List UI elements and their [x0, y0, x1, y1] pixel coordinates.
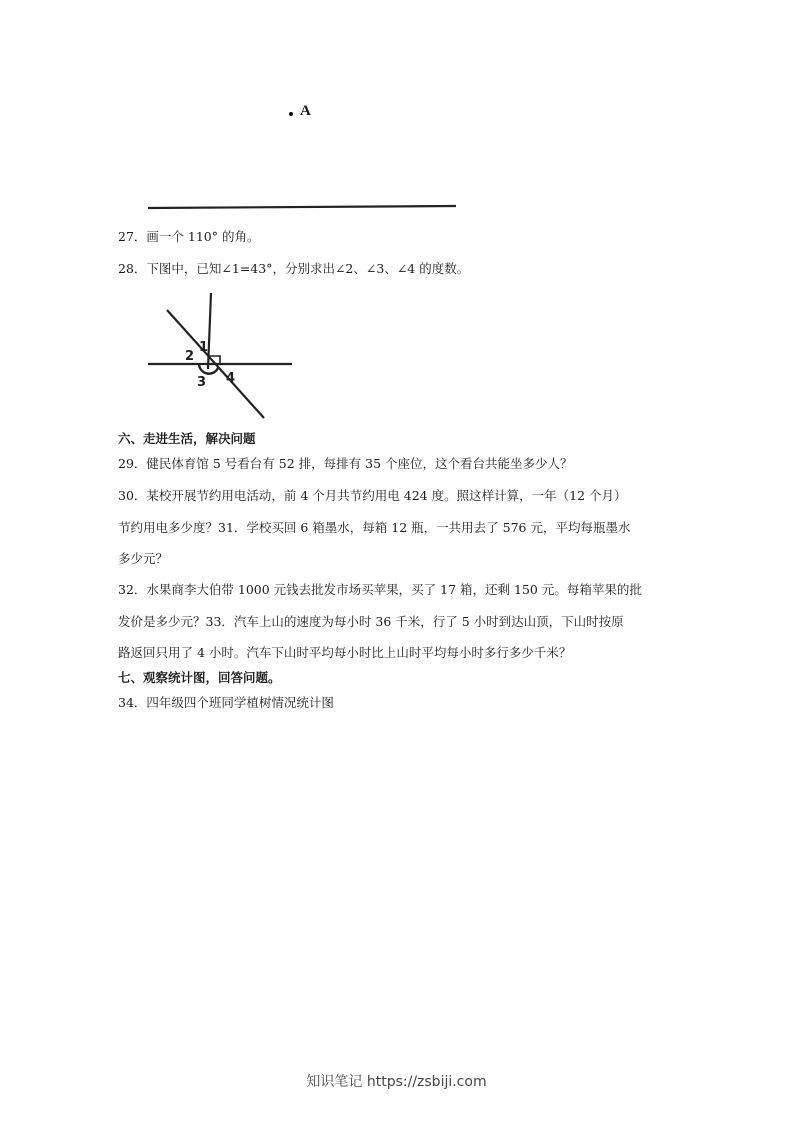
angle-figure	[140, 288, 300, 423]
angle-label-4: 4	[226, 371, 236, 386]
question-32-line-2: 发价是多少元？33．汽车上山的速度为每小时 36 千米，行了 5 小时到达山顶，下山时按原	[118, 614, 624, 629]
question-32-line-1: 32．水果商李大伯带 1000 元钱去批发市场买苹果，买了 17 箱，还剩 150 元。每箱苹果的批	[118, 582, 642, 597]
question-34: 34．四年级四个班同学植树情况统计图	[118, 695, 334, 710]
question-30-line-3: 多少元？	[118, 551, 169, 566]
section-6-heading: 六、走进生活，解决问题	[118, 431, 256, 446]
footer-watermark: 知识笔记 https://zsbiji.com	[306, 1074, 487, 1090]
question-32-line-3: 路返回只用了 4 小时。汽车下山时平均每小时比上山时平均每小时多行多少千米？	[118, 645, 572, 660]
angle-label-3: 3	[197, 375, 207, 390]
straight-line-figure	[140, 200, 470, 214]
point-a-label: A	[300, 103, 311, 119]
question-30-line-2: 节约用电多少度？31．学校买回 6 箱墨水，每箱 12 瓶，一共用去了 576 元，平均每瓶墨水	[118, 520, 631, 535]
angle-label-1: 1	[199, 340, 209, 355]
question-29: 29．健民体育馆 5 号看台有 52 排，每排有 35 个座位，这个看台共能坐多少人？	[118, 456, 573, 471]
section-7-heading: 七、观察统计图，回答问题。	[118, 670, 281, 685]
question-27: 27．画一个 110° 的角。	[118, 229, 260, 244]
question-28: 28．下图中，已知∠1=43°，分别求出∠2、∠3、∠4 的度数。	[118, 261, 470, 276]
point-a-dot	[289, 112, 293, 116]
angle-label-2: 2	[185, 349, 195, 364]
question-30-line-1: 30．某校开展节约用电活动，前 4 个月共节约用电 424 度。照这样计算，一年（12 个月）	[118, 488, 627, 503]
